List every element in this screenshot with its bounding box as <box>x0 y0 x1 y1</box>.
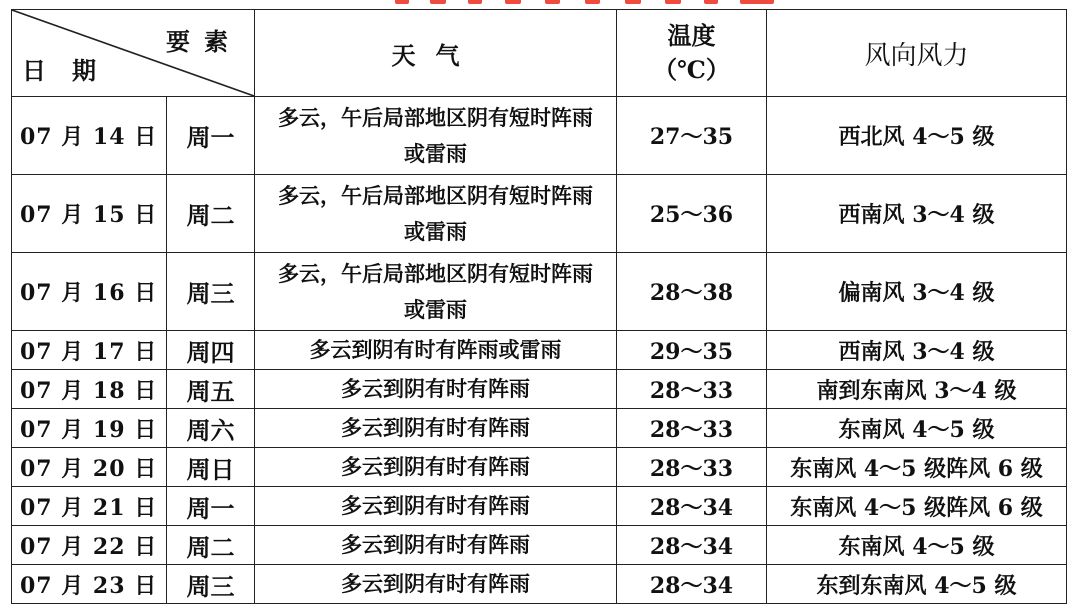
date-cell: 07 月 18 日 <box>12 370 167 409</box>
temperature-cell: 28～33 <box>617 409 767 448</box>
wind-cell: 偏南风 3～4 级 <box>767 253 1067 331</box>
date-cell: 07 月 17 日 <box>12 331 167 370</box>
table-row <box>12 253 1067 331</box>
header-corner-cell <box>12 10 255 97</box>
table-row <box>12 331 1067 370</box>
table-row <box>12 97 1067 175</box>
header-weather: 天气 <box>255 10 617 97</box>
table-row <box>12 526 1067 565</box>
weather-cell: 多云到阴有时有阵雨 <box>255 487 617 526</box>
weather-cell: 多云，午后局部地区阴有短时阵雨或雷雨 <box>255 97 617 175</box>
temperature-cell: 28～34 <box>617 526 767 565</box>
table-row <box>12 487 1067 526</box>
weekday-cell: 周四 <box>167 331 255 370</box>
temperature-cell: 29～35 <box>617 331 767 370</box>
weather-cell: 多云到阴有时有阵雨 <box>255 565 617 604</box>
wind-cell: 西北风 4～5 级 <box>767 97 1067 175</box>
weather-cell: 多云到阴有时有阵雨 <box>255 448 617 487</box>
date-cell: 07 月 23 日 <box>12 565 167 604</box>
weekday-cell: 周三 <box>167 253 255 331</box>
temperature-cell: 28～38 <box>617 253 767 331</box>
weather-forecast-table <box>11 9 1067 604</box>
weather-cell: 多云到阴有时有阵雨 <box>255 526 617 565</box>
header-temperature-unit: （℃） <box>653 55 730 84</box>
weather-cell: 多云到阴有时有阵雨 <box>255 409 617 448</box>
weekday-cell: 周日 <box>167 448 255 487</box>
temperature-cell: 28～34 <box>617 487 767 526</box>
header-temperature <box>617 10 767 97</box>
weekday-cell: 周三 <box>167 565 255 604</box>
temperature-cell: 28～34 <box>617 565 767 604</box>
wind-cell: 东南风 4～5 级阵风 6 级 <box>767 487 1067 526</box>
header-wind: 风向风力 <box>767 10 1067 97</box>
weekday-cell: 周一 <box>167 487 255 526</box>
cropped-title-strip <box>0 0 1080 8</box>
weekday-cell: 周六 <box>167 409 255 448</box>
date-cell: 07 月 20 日 <box>12 448 167 487</box>
date-cell: 07 月 16 日 <box>12 253 167 331</box>
header-elements-label: 要素 <box>166 27 242 56</box>
table-row <box>12 370 1067 409</box>
header-row <box>12 10 1067 97</box>
temperature-cell: 27～35 <box>617 97 767 175</box>
weekday-cell: 周二 <box>167 175 255 253</box>
date-cell: 07 月 21 日 <box>12 487 167 526</box>
header-date-label: 日期 <box>22 56 122 85</box>
weather-cell: 多云到阴有时有阵雨 <box>255 370 617 409</box>
date-cell: 07 月 19 日 <box>12 409 167 448</box>
weekday-cell: 周二 <box>167 526 255 565</box>
wind-cell: 东南风 4～5 级 <box>767 409 1067 448</box>
weekday-cell: 周一 <box>167 97 255 175</box>
wind-cell: 南到东南风 3～4 级 <box>767 370 1067 409</box>
temperature-cell: 25～36 <box>617 175 767 253</box>
wind-cell: 西南风 3～4 级 <box>767 331 1067 370</box>
wind-cell: 西南风 3～4 级 <box>767 175 1067 253</box>
header-temperature-label: 温度 <box>667 21 716 50</box>
date-cell: 07 月 22 日 <box>12 526 167 565</box>
wind-cell: 东南风 4～5 级阵风 6 级 <box>767 448 1067 487</box>
date-cell: 07 月 14 日 <box>12 97 167 175</box>
wind-cell: 东到东南风 4～5 级 <box>767 565 1067 604</box>
weather-cell: 多云，午后局部地区阴有短时阵雨或雷雨 <box>255 253 617 331</box>
temperature-cell: 28～33 <box>617 370 767 409</box>
temperature-cell: 28～33 <box>617 448 767 487</box>
table-row <box>12 409 1067 448</box>
weekday-cell: 周五 <box>167 370 255 409</box>
wind-cell: 东南风 4～5 级 <box>767 526 1067 565</box>
weather-cell: 多云到阴有时有阵雨或雷雨 <box>255 331 617 370</box>
table-row <box>12 565 1067 604</box>
table-row <box>12 175 1067 253</box>
date-cell: 07 月 15 日 <box>12 175 167 253</box>
table-row <box>12 448 1067 487</box>
weather-cell: 多云，午后局部地区阴有短时阵雨或雷雨 <box>255 175 617 253</box>
